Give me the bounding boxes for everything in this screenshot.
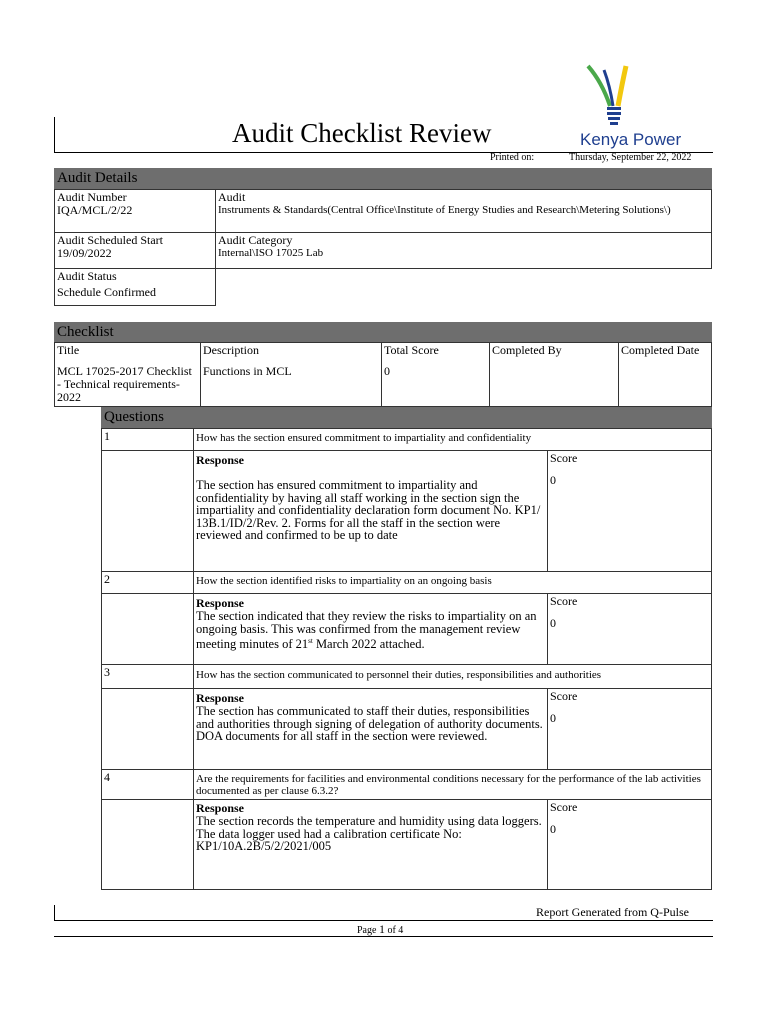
response-cell bbox=[193, 593, 548, 665]
audit-number-cell bbox=[54, 189, 216, 233]
audit-category-label: Audit Category bbox=[218, 233, 293, 247]
question-text-cell bbox=[193, 664, 712, 689]
page-current: 1 bbox=[378, 922, 385, 936]
score-label: Score bbox=[550, 800, 578, 814]
scheduled-start-value: 19/09/2022 bbox=[57, 246, 112, 260]
response-label: Response bbox=[196, 596, 245, 610]
page-of: of 4 bbox=[387, 925, 404, 936]
question-text: Are the requirements for facilities and environmental conditions necessary for the performance of the lab activities documented as per clause 6.3.2? bbox=[196, 773, 701, 797]
page-label: Page bbox=[357, 925, 377, 936]
checklist-completed-by-cell bbox=[489, 342, 619, 407]
response-cell bbox=[193, 688, 548, 770]
audit-number-value: IQA/MCL/2/22 bbox=[57, 203, 133, 217]
question-text-cell bbox=[193, 428, 712, 451]
audit-number-label: Audit Number bbox=[57, 190, 127, 204]
audit-status-label: Audit Status bbox=[57, 269, 117, 283]
audit-cell bbox=[215, 189, 712, 233]
footer-rule bbox=[54, 920, 713, 921]
logo-text: Kenya Power bbox=[580, 130, 682, 149]
question-spacer-cell bbox=[101, 799, 194, 890]
question-number-cell bbox=[101, 769, 194, 800]
checklist-title-value: MCL 17025-2017 Checklist - Technical requirements- 2022 bbox=[57, 364, 192, 404]
page-title: Audit Checklist Review bbox=[232, 118, 492, 148]
audit-value: Instruments & Standards(Central Office\Institute of Energy Studies and Research\Metering Solutions\) bbox=[218, 204, 671, 216]
question-text: How has the section communicated to personnel their duties, responsibilities and authorities bbox=[196, 669, 602, 681]
footer-generated: Report Generated from Q-Pulse bbox=[536, 905, 689, 919]
audit-details-header: Audit Details bbox=[54, 168, 712, 189]
audit-category-cell bbox=[215, 232, 712, 269]
audit-label: Audit bbox=[218, 190, 246, 204]
response-cell bbox=[193, 799, 548, 890]
question-number: 1 bbox=[104, 429, 110, 443]
footer-left-rule bbox=[54, 905, 55, 921]
checklist-col-completed-date: Completed Date bbox=[621, 343, 700, 357]
checklist-col-title: Title bbox=[57, 343, 80, 357]
response-cell bbox=[193, 450, 548, 572]
question-number: 3 bbox=[104, 665, 110, 679]
checklist-col-completed-by: Completed By bbox=[492, 343, 562, 357]
response-text: The section records the temperature and humidity using data loggers. The data logger used had a calibration certificate No: KP1/10A.2B/5/2/2021/005 bbox=[196, 814, 542, 853]
response-label: Response bbox=[196, 801, 245, 815]
question-text-cell bbox=[193, 571, 712, 594]
checklist-col-description: Description bbox=[203, 343, 259, 357]
printed-on-value: Thursday, September 22, 2022 bbox=[569, 152, 692, 163]
question-text: How has the section ensured commitment to impartiality and confidentiality bbox=[196, 432, 532, 444]
score-label: Score bbox=[550, 451, 578, 465]
response-text: The section indicated that they review the risks to impartiality on an ongoing basis. This was confirmed from the management review meeting minutes of 21st March 2022 attached. bbox=[196, 609, 537, 652]
question-number-cell bbox=[101, 571, 194, 594]
kenya-power-logo bbox=[580, 62, 682, 152]
checklist-title-cell bbox=[54, 342, 201, 407]
score-cell bbox=[547, 799, 712, 890]
score-value: 0 bbox=[550, 822, 556, 836]
footer-bottom-rule bbox=[54, 936, 713, 937]
question-spacer-cell bbox=[101, 593, 194, 665]
question-spacer-cell bbox=[101, 688, 194, 770]
score-value: 0 bbox=[550, 473, 556, 487]
score-value: 0 bbox=[550, 711, 556, 725]
question-number-cell bbox=[101, 428, 194, 451]
audit-category-value: Internal\ISO 17025 Lab bbox=[218, 247, 324, 259]
checklist-description-value: Functions in MCL bbox=[203, 364, 292, 378]
score-value: 0 bbox=[550, 616, 556, 630]
question-text-cell bbox=[193, 769, 712, 800]
checklist-col-total-score: Total Score bbox=[384, 343, 439, 357]
questions-header: Questions bbox=[101, 407, 712, 428]
response-label: Response bbox=[196, 453, 245, 467]
scheduled-start-cell bbox=[54, 232, 216, 269]
response-label: Response bbox=[196, 691, 245, 705]
question-number: 2 bbox=[104, 572, 110, 586]
question-text: How the section identified risks to impartiality on an ongoing basis bbox=[196, 575, 492, 587]
response-text: The section has communicated to staff their duties, responsibilities and authorities through signing of delegation of authority documents. DOA documents for all staff in the section were reviewed. bbox=[196, 704, 543, 743]
checklist-total-score-value: 0 bbox=[384, 364, 390, 378]
audit-status-cell bbox=[54, 268, 216, 306]
title-left-rule bbox=[54, 117, 55, 153]
score-cell bbox=[547, 593, 712, 665]
question-spacer-cell bbox=[101, 450, 194, 572]
scheduled-start-label: Audit Scheduled Start bbox=[57, 233, 163, 247]
audit-status-value: Schedule Confirmed bbox=[57, 285, 156, 299]
score-label: Score bbox=[550, 689, 578, 703]
question-number-cell bbox=[101, 664, 194, 689]
checklist-total-score-cell bbox=[381, 342, 490, 407]
checklist-description-cell bbox=[200, 342, 382, 407]
score-cell bbox=[547, 450, 712, 572]
checklist-completed-date-cell bbox=[618, 342, 712, 407]
page-number bbox=[357, 922, 403, 937]
score-cell bbox=[547, 688, 712, 770]
logo-bulb-icon bbox=[580, 62, 658, 128]
score-label: Score bbox=[550, 594, 578, 608]
checklist-header: Checklist bbox=[54, 322, 712, 342]
question-number: 4 bbox=[104, 770, 110, 784]
printed-on-label: Printed on: bbox=[490, 152, 535, 163]
response-text: The section has ensured commitment to impartiality and confidentiality by having all staff working in the section sign the impartiality and confidentiality declaration form document No. KP1/ 13B.1/ID/2/Rev. 2. Forms for all the staff in the section were reviewed and confirmed to be up to date bbox=[196, 478, 541, 542]
